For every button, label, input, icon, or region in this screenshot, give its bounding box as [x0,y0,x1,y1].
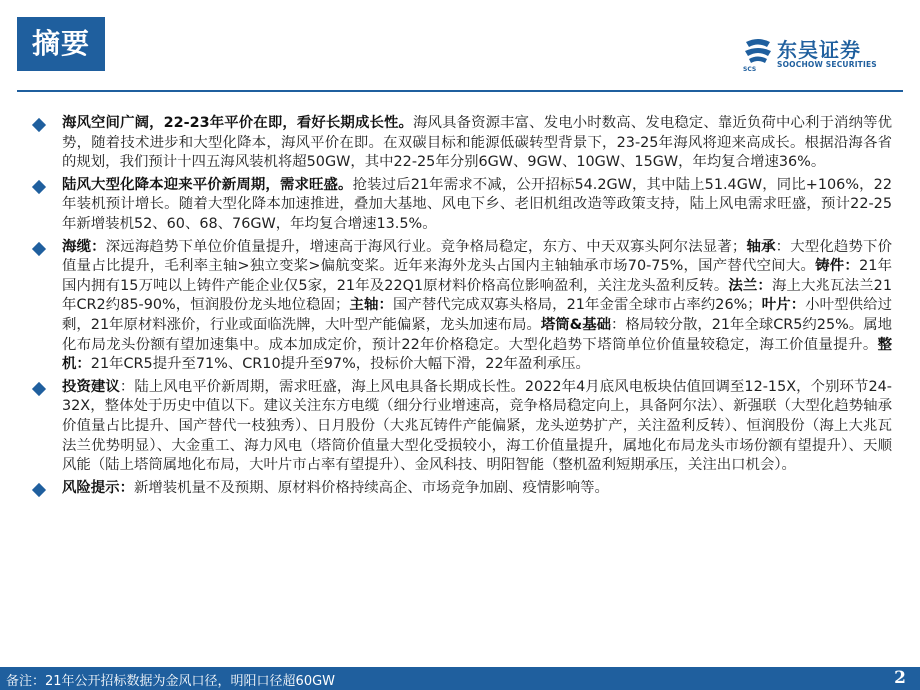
footer-note: 备注：21年公开招标数据为金风口径，明阳口径超60GW [6,674,336,689]
bullet-heading: 铸件： [815,258,860,275]
summary-bullet [32,114,892,173]
diamond-bullet-icon [32,241,46,255]
bullet-heading: 叶片： [761,297,806,314]
header-divider [17,90,903,92]
bullet-heading: 投资建议 [62,378,120,395]
bullet-heading: 海风空间广阔，22-23年平价在即，看好长期成长性。 [62,115,414,131]
logo-english-name: SOOCHOW SECURITIES [777,60,877,69]
bullet-body: 小叶型供给过剩，21年原材料涨价，行业或面临洗牌，大叶型产能偏紧，龙头加速布局。 [62,297,892,333]
diamond-bullet-icon [32,382,46,396]
bullet-heading: 塔筒&基础 [540,316,611,333]
bullet-body: 21年国内拥有15万吨以上铸件产能企业仅5家，21年及22Q1原材料价格高位影响盈利，关注龙头盈利反转。 [62,258,893,294]
bullet-body: 新增装机量不及预期、原材料价格持续高企、市场竞争加剧、疫情影响等。 [133,479,609,496]
bullet-heading: 风险提示： [62,479,134,496]
bullet-body: 21年CR5提升至71%、CR10提升至97%，投标价大幅下滑，22年盈利承压。 [90,356,590,373]
bullet-body: 海上大兆瓦法兰21年CR2约85-90%，恒润股份龙头地位稳固； [62,277,892,314]
diamond-bullet-icon [32,180,46,194]
bullet-heading: 主轴： [349,297,393,314]
logo-abbreviation: SCS [743,66,757,73]
bullet-text [62,378,892,476]
bullet-text [62,176,892,235]
diamond-bullet-icon [32,483,46,497]
bullet-body: ：陆上风电平价新周期，需求旺盛，海上风电具备长期成长性。2022年4月底风电板块估值回调至12-15X，个别环节24-32X，整体处于历史中值以下。建议关注东方电缆（细分行业增速高，竞争格局稳定向上，具备阿尔法）、新强联（大型化趋势轴承价值量占比提升、国产替代一枝独秀）、日月股份（大兆瓦铸件产能偏紧，龙头逆势扩产，关注盈利反转）、恒润股份（海上大兆瓦法兰优势明显）、大金重工、海力风电（塔筒价值量大型化受损较小，海工价值量提升，属地化布局龙头市场份额有望提升）、天顺风能（陆上塔筒属地化布局，大叶片市占率有望提升）、金风科技、明阳智能（整机盈利短期承压，关注出口机会）。 [62,378,892,474]
bullet-heading: 轴承 [746,238,776,255]
logo-chinese-name: 东吴证券 [777,38,861,62]
bullet-text [62,114,892,173]
bullet-heading: 法兰： [728,277,772,294]
summary-bullet [32,479,892,499]
page-title: 摘要 [17,17,105,71]
summary-bullet [32,176,892,235]
summary-content [32,114,892,501]
soochow-logo-icon [743,38,773,64]
page-number: 2 [894,668,906,688]
bullet-body: 抢装过后21年需求不减，公开招标54.2GW，其中陆上51.4GW，同比+106%，22年装机预计增长。随着大型化降本加速推进，叠加大基地、风电下乡、老旧机组改造等政策支持，陆上风电需求旺盛，预计22-25年新增装机52、60、68、76GW，年均复合增速13.5%。 [62,176,892,232]
summary-bullet [32,378,892,476]
bullet-body: 深远海趋势下单位价值量提升，增速高于海风行业。竞争格局稳定，东方、中天双寡头阿尔法显著； [105,238,747,255]
bullet-text [62,479,892,499]
bullet-body: ：大型化趋势下价值量占比提升，毛利率主轴>独立变桨>偏航变桨。近年来海外龙头占国内主轴轴承市场70-75%，国产替代空间大。 [62,238,892,275]
bullet-body: ：格局较分散，21年全球CR5约25%。属地化布局龙头份额有望加速集中。成本加成定价，预计22年价格稳定。大型化趋势下塔筒单位价值量较稳定，海工价值量提升。 [62,316,892,353]
bullet-body: 海风具备资源丰富、发电小时数高、发电稳定、靠近负荷中心利于消纳等优势，随着技术进步和大型化降本，海风平价在即。在双碳目标和能源低碳转型背景下，23-25年海风将迎来高成长。根据沿海各省的规划，我们预计十四五海风装机将超50GW，其中22-25年分别6GW、9GW、10GW、15GW，年均复合增速36%。 [62,115,892,171]
bullet-text [62,238,892,375]
company-logo [743,34,903,74]
bullet-heading: 海缆： [62,238,106,255]
bullet-heading: 陆风大型化降本迎来平价新周期，需求旺盛。 [62,176,353,193]
bullet-heading: 整机： [62,336,892,373]
summary-bullet [32,238,892,375]
diamond-bullet-icon [32,118,46,132]
bullet-body: 国产替代完成双寡头格局，21年金雷全球市占率约26%； [392,297,762,314]
